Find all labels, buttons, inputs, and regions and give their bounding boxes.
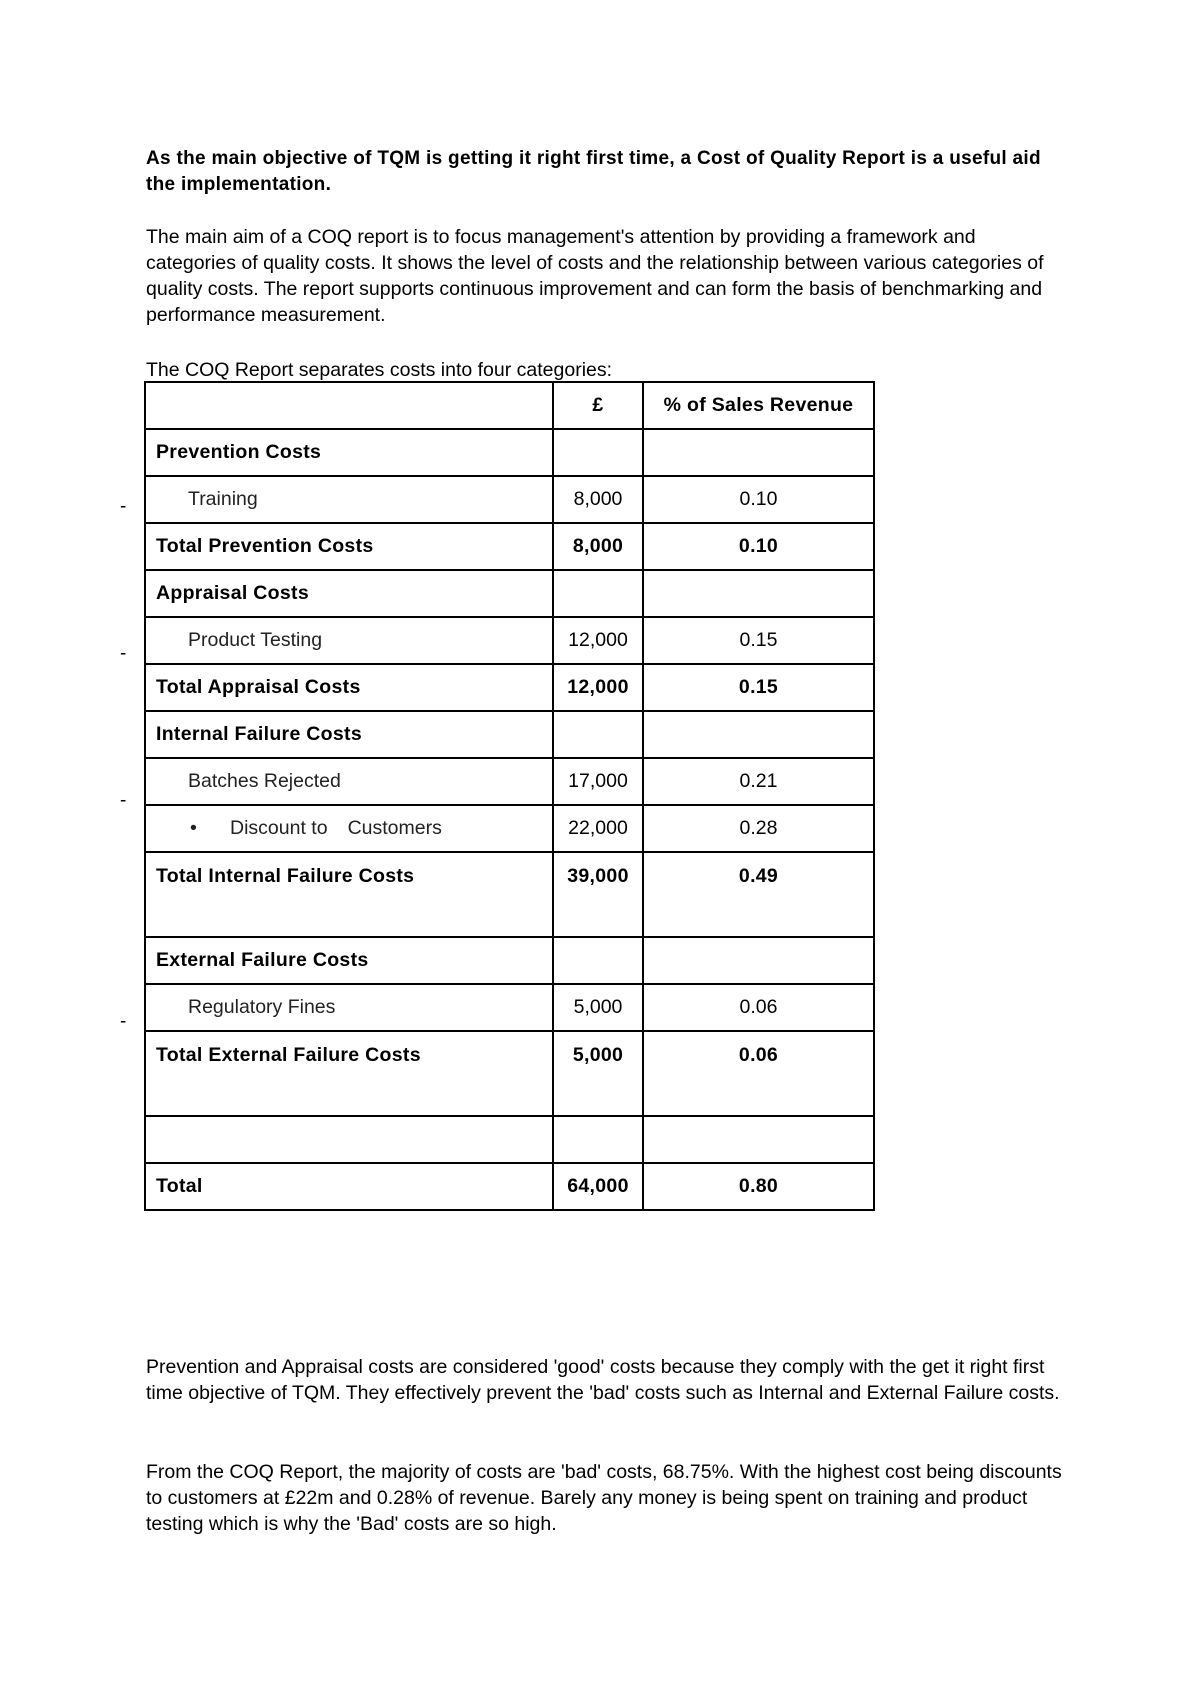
table-row [145,805,874,852]
total-label: Total Appraisal Costs [145,664,553,711]
list-dash: - [120,790,127,811]
table-cell [553,711,643,758]
item-pounds: 12,000 [553,617,643,664]
grand-total-pounds: 64,000 [553,1163,643,1210]
table-row [145,758,874,805]
table-cell [553,570,643,617]
table-row-empty [145,1116,874,1163]
table-row [145,711,874,758]
header-percent: % of Sales Revenue [643,382,874,429]
table-header-row [145,382,874,429]
item-percent: 0.15 [643,617,874,664]
table-cell [643,1116,874,1163]
table-cell [553,937,643,984]
table-row [145,476,874,523]
item-pounds: 8,000 [553,476,643,523]
section-heading: External Failure Costs [145,937,553,984]
table-row [145,570,874,617]
table-cell [145,382,553,429]
item-percent: 0.21 [643,758,874,805]
total-percent: 0.49 [643,852,874,937]
item-label: Product Testing [145,617,553,664]
table-cell [643,429,874,476]
table-cell [643,570,874,617]
intro-heading: As the main objective of TQM is getting it right first time, a Cost of Quality Report is a useful aid the implementation. [146,148,1041,195]
total-label: Total Prevention Costs [145,523,553,570]
table-row [145,617,874,664]
table-caption: The COQ Report separates costs into four categories: [146,359,613,381]
total-pounds: 5,000 [553,1031,643,1116]
table-row [145,429,874,476]
section-heading: Internal Failure Costs [145,711,553,758]
total-pounds: 12,000 [553,664,643,711]
table-row [145,664,874,711]
header-pounds: £ [553,382,643,429]
item-percent: 0.06 [643,984,874,1031]
total-percent: 0.10 [643,523,874,570]
section-heading: Appraisal Costs [145,570,553,617]
item-pounds: 22,000 [553,805,643,852]
item-label: Regulatory Fines [145,984,553,1031]
total-pounds: 39,000 [553,852,643,937]
list-dash: - [120,643,127,664]
table-row [145,852,874,937]
item-label-part: Customers [347,817,442,839]
item-label [145,805,553,852]
table-row [145,1031,874,1116]
table-cell [643,711,874,758]
total-label: Total Internal Failure Costs [145,852,553,937]
paragraph-bad-costs: From the COQ Report, the majority of costs are 'bad' costs, 68.75%. With the highest cost being discounts to customers at £22m and 0.28% of revenue. Barely any money is being spent on training and product testing which is why the 'Bad' costs are so high. [146,1461,1062,1535]
table-row [145,523,874,570]
total-percent: 0.06 [643,1031,874,1116]
table-cell [145,1116,553,1163]
item-label: Batches Rejected [145,758,553,805]
total-percent: 0.15 [643,664,874,711]
list-dash: - [120,1011,127,1032]
table-cell [643,937,874,984]
table-cell [553,429,643,476]
list-dash: - [120,496,127,517]
table-row-grand-total [145,1163,874,1210]
grand-total-label: Total [145,1163,553,1210]
total-pounds: 8,000 [553,523,643,570]
table-row [145,937,874,984]
table-row [145,984,874,1031]
item-pounds: 5,000 [553,984,643,1031]
section-heading: Prevention Costs [145,429,553,476]
paragraph-coq-aim: The main aim of a COQ report is to focus management's attention by providing a framework and categories of quality costs. It shows the level of costs and the relationship between various categories of quality costs. The report supports continuous improvement and can form the basis of benchmarking and performance measurement. [146,226,1044,326]
grand-total-percent: 0.80 [643,1163,874,1210]
item-pounds: 17,000 [553,758,643,805]
item-percent: 0.10 [643,476,874,523]
coq-report-table [144,381,875,1211]
bullet-icon: • [190,817,197,839]
item-percent: 0.28 [643,805,874,852]
paragraph-good-costs: Prevention and Appraisal costs are considered 'good' costs because they comply with the get it right first time objective of TQM. They effectively prevent the 'bad' costs such as Internal and External Failure costs. [146,1356,1060,1404]
item-label-part: Discount to [230,817,328,839]
table-cell [553,1116,643,1163]
item-label: Training [145,476,553,523]
total-label: Total External Failure Costs [145,1031,553,1116]
